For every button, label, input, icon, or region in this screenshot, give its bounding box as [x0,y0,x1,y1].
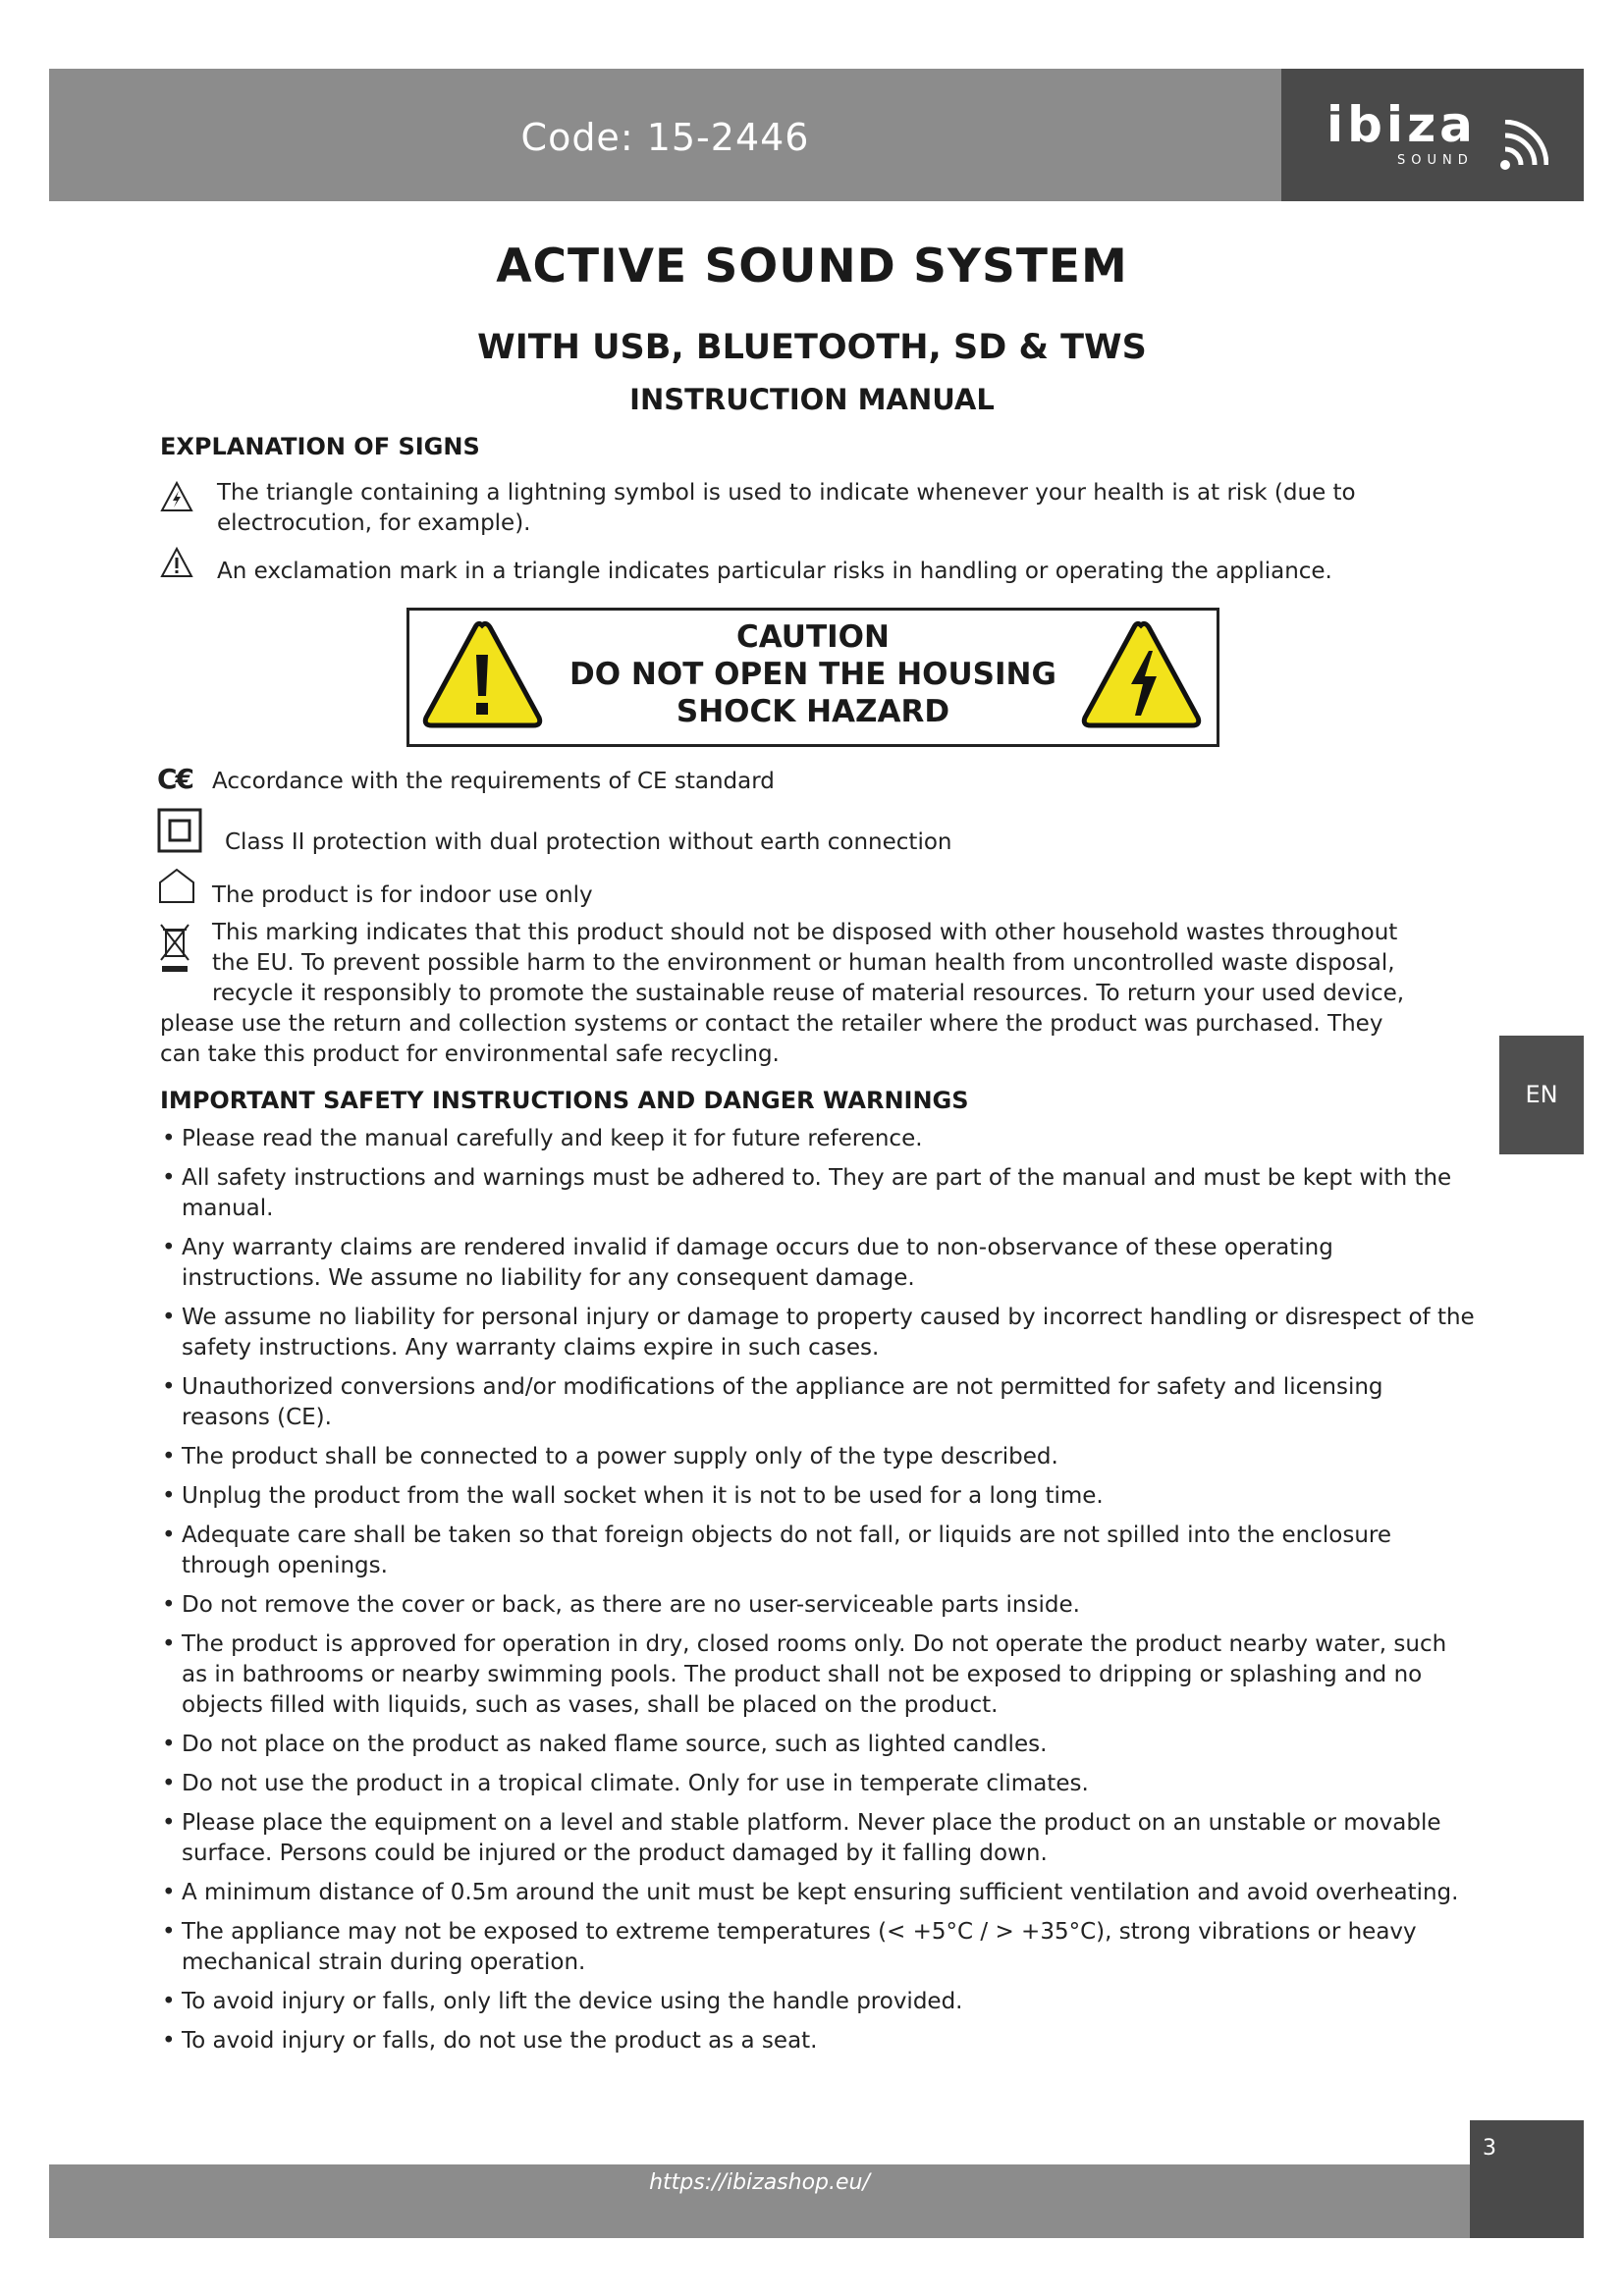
list-item-text: The product shall be connected to a power supply only of the type described. [182,1444,1058,1469]
lightning-triangle-icon [160,481,193,512]
list-item [160,1730,1476,1760]
product-code: Code: 15-2446 [520,116,810,159]
bullet-icon: • [162,1483,176,1509]
bullet-icon: • [162,1592,176,1618]
bullet-icon: • [162,1235,176,1260]
list-item [160,1521,1476,1581]
bullet-icon: • [162,1919,176,1945]
caution-box [406,608,1219,747]
list-item [160,1481,1476,1512]
list-item [160,1878,1476,1908]
indoor-house-icon [157,867,196,904]
safety-heading: IMPORTANT SAFETY INSTRUCTIONS AND DANGER WARNINGS [160,1087,969,1114]
list-item-text: Please place the equipment on a level and stable platform. Never place the product on an unstable or movable surface. Persons could be injured or the product damaged by it falling down. [182,1810,1441,1866]
bullet-icon: • [162,1810,176,1836]
page-number: 3 [1483,2136,1496,2161]
list-item-text: Unplug the product from the wall socket when it is not to be used for a long time. [182,1483,1104,1509]
footer-bar [49,2164,1470,2238]
class-2-text: Class II protection with dual protection without earth connection [225,829,952,855]
ce-mark-icon: C€ [157,763,193,795]
list-item [160,1442,1476,1472]
list-item-text: A minimum distance of 0.5m around the unit must be kept ensuring sufficient ventilation and avoid overheating. [182,1880,1459,1905]
caution-line-2: DO NOT OPEN THE HOUSING [569,657,1056,692]
weee-text-2: the EU. To prevent possible harm to the environment or human health from uncontrolled waste disposal, [212,950,1395,976]
list-item-text: Please read the manual carefully and keep it for future reference. [182,1126,923,1151]
bullet-icon: • [162,1165,176,1191]
lightning-warning-icon [1080,619,1203,732]
bullet-icon: • [162,1444,176,1469]
bullet-icon: • [162,1880,176,1905]
list-item-text: The appliance may not be exposed to extreme temperatures (< +5°C / > +35°C), strong vibrations or heavy mechanical strain during operation. [182,1919,1417,1975]
list-item [160,1303,1476,1363]
list-item-text: The product is approved for operation in dry, closed rooms only. Do not operate the product nearby water, such as in bathrooms or nearby swimming pools. The product shall not be exposed to dripping or splashing and no objects filled with liquids, such as vases, shall be placed on the product. [182,1631,1447,1718]
logo-subtext: SOUND [1397,153,1474,168]
list-item-text: To avoid injury or falls, only lift the device using the handle provided. [182,1989,963,2014]
bullet-icon: • [162,1989,176,2014]
list-item-text: Do not use the product in a tropical climate. Only for use in temperate climates. [182,1771,1089,1796]
caution-line-3: SHOCK HAZARD [676,694,950,729]
list-item-text: Do not place on the product as naked flame source, such as lighted candles. [182,1732,1048,1757]
language-tab: EN [1499,1036,1584,1154]
list-item [160,1917,1476,1978]
footer-url[interactable]: https://ibizashop.eu/ [649,2170,870,2195]
page-title: ACTIVE SOUND SYSTEM [496,240,1128,294]
list-item-text: We assume no liability for personal injury or damage to property caused by incorrect handling or disrespect of the safety instructions. Any warranty claims expire in such cases. [182,1305,1475,1361]
list-item [160,1808,1476,1869]
weee-text-5: can take this product for environmental safe recycling. [160,1041,780,1067]
list-item [160,1124,1476,1154]
signs-heading: EXPLANATION OF SIGNS [160,433,480,460]
exclamation-sign-text: An exclamation mark in a triangle indicates particular risks in handling or operating the appliance. [217,559,1332,584]
weee-text-1: This marking indicates that this product should not be disposed with other household wastes throughout [212,920,1398,945]
weee-text-3: recycle it responsibly to promote the sustainable reuse of material resources. To return your used device, [212,981,1405,1006]
ce-text: Accordance with the requirements of CE standard [212,769,775,794]
weee-bin-icon [158,921,191,976]
caution-line-1: CAUTION [736,619,890,655]
list-item-text: To avoid injury or falls, do not use the product as a seat. [182,2028,818,2054]
lightning-sign-text-2: electrocution, for example). [217,510,531,536]
manual-title: INSTRUCTION MANUAL [629,383,995,416]
list-item [160,1372,1476,1433]
list-item-text: Unauthorized conversions and/or modifications of the appliance are not permitted for safety and licensing reasons (CE). [182,1374,1383,1430]
list-item [160,1590,1476,1621]
list-item [160,1233,1476,1294]
bullet-icon: • [162,1522,176,1548]
bullet-icon: • [162,1631,176,1657]
logo-wordmark: ibiza [1326,96,1477,153]
class-2-protection-icon [157,808,202,853]
indoor-text: The product is for indoor use only [212,882,593,908]
exclamation-triangle-icon [160,547,193,578]
brand-logo [1281,69,1584,201]
page-number-box [1470,2120,1584,2238]
bullet-icon: • [162,2028,176,2054]
page-subtitle: WITH USB, BLUETOOTH, SD & TWS [477,328,1147,367]
list-item [160,1769,1476,1799]
list-item-text: Adequate care shall be taken so that foreign objects do not fall, or liquids are not spilled into the enclosure through openings. [182,1522,1391,1578]
list-item [160,1163,1476,1224]
bullet-icon: • [162,1305,176,1330]
bullet-icon: • [162,1771,176,1796]
list-item [160,1987,1476,2017]
weee-text-4: please use the return and collection systems or contact the retailer where the product was purchased. They [160,1011,1383,1037]
bullet-icon: • [162,1126,176,1151]
bullet-icon: • [162,1374,176,1400]
list-item-text: Do not remove the cover or back, as there are no user-serviceable parts inside. [182,1592,1080,1618]
header-bar [49,69,1281,201]
safety-instructions-list [160,1124,1476,2065]
list-item [160,2026,1476,2056]
sound-waves-icon [1499,120,1548,179]
lightning-sign-text-1: The triangle containing a lightning symbol is used to indicate whenever your health is at risk (due to [217,480,1356,506]
list-item-text: All safety instructions and warnings must be adhered to. They are part of the manual and must be kept with the manual. [182,1165,1452,1221]
list-item-text: Any warranty claims are rendered invalid if damage occurs due to non-observance of these operating instructions. We assume no liability for any consequent damage. [182,1235,1333,1291]
list-item [160,1629,1476,1721]
bullet-icon: • [162,1732,176,1757]
